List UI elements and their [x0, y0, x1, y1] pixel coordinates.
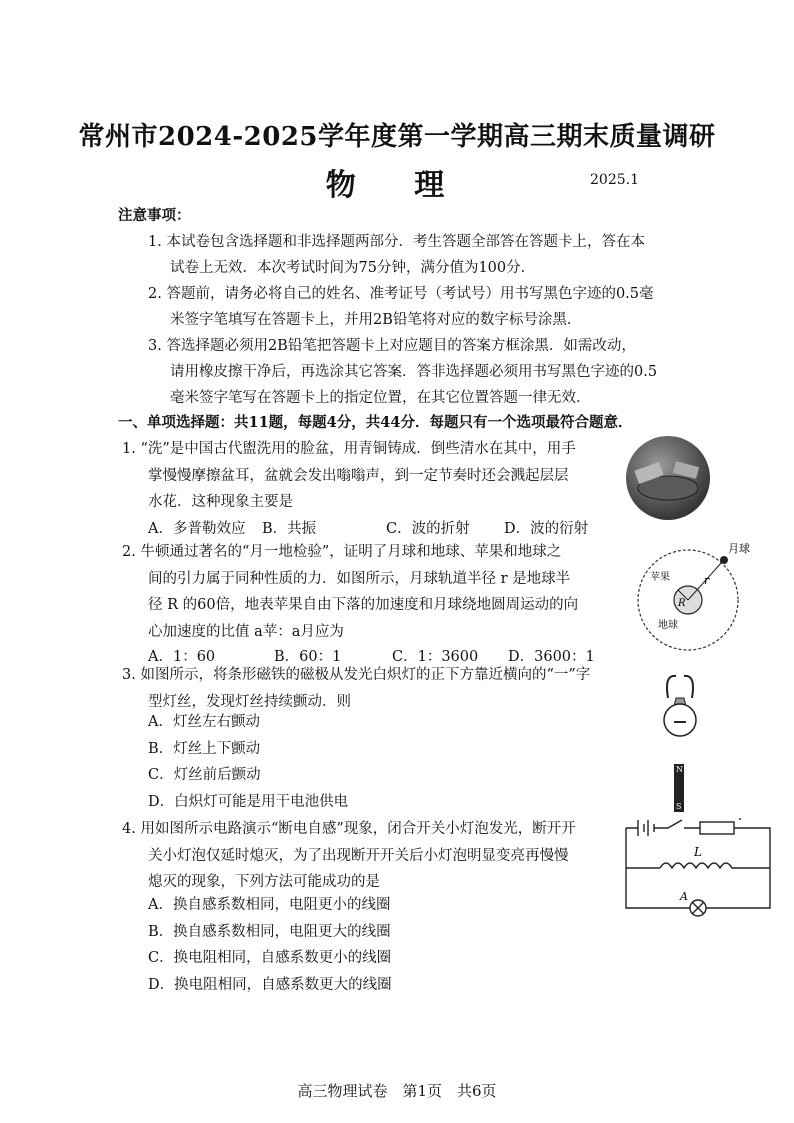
rheostat-slider	[717, 818, 740, 820]
question-3	[122, 662, 590, 715]
question-line: 关小灯泡仅延时熄灭，为了出现断开开关后小灯泡明显变亮再慢慢	[148, 847, 569, 864]
subject-title: 物 理	[325, 168, 469, 203]
magnet-n-label: N	[676, 765, 683, 774]
option-b: B．灯丝上下颤动	[148, 740, 261, 757]
option-c: C．换电阻相同，自感系数更小的线圈	[148, 950, 392, 966]
option-a: A．多普勒效应	[148, 521, 246, 537]
question-4	[122, 816, 576, 896]
notice-line: 2. 答题前，请务必将自己的姓名、准考证号（考试号）用书写黑色字迹的0.5毫	[148, 286, 654, 302]
earth-label: 地球	[658, 620, 678, 631]
notice-line: 米签字笔填写在答题卡上，并用2B铅笔将对应的数字标号涂黑．	[170, 312, 582, 328]
question-2	[122, 539, 578, 645]
notice-line: 1. 本试卷包含选择题和非选择题两部分．考生答题全部答在答题卡上，答在本	[148, 234, 645, 250]
page-footer: 高三物理试卷 第1页 共6页	[297, 1082, 497, 1100]
option-d: D．换电阻相同，自感系数更大的线圈	[148, 976, 392, 993]
question-line: 心加速度的比值 a苹：a月应为	[148, 623, 344, 640]
option-c: C．波的折射	[386, 521, 470, 537]
options-list	[148, 892, 392, 998]
rheostat	[700, 822, 734, 834]
R-label: R	[678, 598, 686, 609]
notice-line: 毫米签字笔写在答题卡上的指定位置，在其它位置答题一律无效．	[170, 390, 591, 406]
option-a: A．1：60	[148, 649, 216, 665]
options-list	[148, 709, 348, 815]
moon	[720, 556, 728, 564]
apple-label: 苹果	[650, 572, 670, 583]
bulb-glass	[664, 704, 696, 736]
inductor-label: L	[694, 845, 702, 859]
lamp-label: A	[680, 890, 688, 903]
option-a: A．换自感系数相同，电阻更小的线圈	[148, 897, 391, 913]
moon-earth-diagram	[618, 540, 758, 652]
question-line: 熄灭的现象，下列方法可能成功的是	[148, 874, 380, 890]
bronze-basin-photo	[626, 436, 710, 520]
question-line: 水花．这种现象主要是	[148, 494, 293, 510]
question-line: 径 R 的60倍，地表苹果自由下落的加速度和月球绕地圆周运动的向	[148, 597, 579, 613]
circuit-diagram	[620, 818, 780, 918]
option-b: B．换自感系数相同，电阻更大的线圈	[148, 923, 391, 940]
question-line: 2. 牛顿通过著名的“月一地检验”，证明了月球和地球、苹果和地球之	[122, 544, 562, 560]
section-heading: 一、单项选择题：共11题，每题4分，共44分．每题只有一个选项最符合题意．	[118, 414, 633, 431]
notice-line: 试卷上无效．本次考试时间为75分钟，满分值为100分．	[170, 260, 536, 276]
notice-line: 请用橡皮擦干净后，再选涂其它答案．答非选择题必须用书写黑色字迹的0.5	[170, 364, 658, 380]
option-c: C．1：3600	[392, 649, 479, 665]
option-d: D．波的衍射	[504, 521, 589, 537]
question-line: 1. “洗”是中国古代盥洗用的脸盆，用青铜铸成．倒些清水在其中，用手	[122, 441, 576, 457]
question-line: 间的引力属于同种性质的力．如图所示，月球轨道半径 r 是地球半	[148, 570, 571, 587]
question-line: 4. 用如图所示电路演示“断电自感”现象，闭合开关小灯泡发光，断开开	[122, 821, 576, 837]
option-a: A．灯丝左右颤动	[148, 714, 260, 730]
inductor-coil	[660, 863, 740, 868]
exam-title: 常州市2024-2025学年度第一学期高三期末质量调研	[78, 122, 716, 152]
question-line: 型灯丝，发现灯丝持续颤动．则	[148, 693, 351, 710]
question-line: 3. 如图所示，将条形磁铁的磁极从发光白炽灯的正下方靠近横向的“一”字	[122, 667, 591, 683]
option-b: B．60：1	[274, 649, 342, 665]
moon-label: 月球	[728, 543, 750, 555]
bulb-magnet-diagram	[650, 668, 710, 818]
notice-heading: 注意事项：	[118, 207, 191, 224]
option-b: B．共振	[262, 521, 317, 537]
question-line: 掌慢慢摩擦盆耳，盆就会发出嗡嗡声，到一定节奏时还会溅起层层	[148, 467, 569, 484]
switch	[668, 820, 682, 828]
option-d: D．3600：1	[508, 649, 595, 665]
magnet-s-label: S	[676, 802, 682, 811]
notice-line: 3. 答选择题必须用2B铅笔把答题卡上对应题目的答案方框涂黑．如需改动，	[148, 338, 636, 354]
exam-date: 2025.1	[590, 172, 639, 188]
r-label: r	[704, 574, 710, 587]
option-d: D．白炽灯可能是用干电池供电	[148, 793, 349, 810]
bulb-wires	[667, 676, 693, 698]
option-c: C．灯丝前后颤动	[148, 767, 261, 783]
question-1	[122, 436, 576, 516]
